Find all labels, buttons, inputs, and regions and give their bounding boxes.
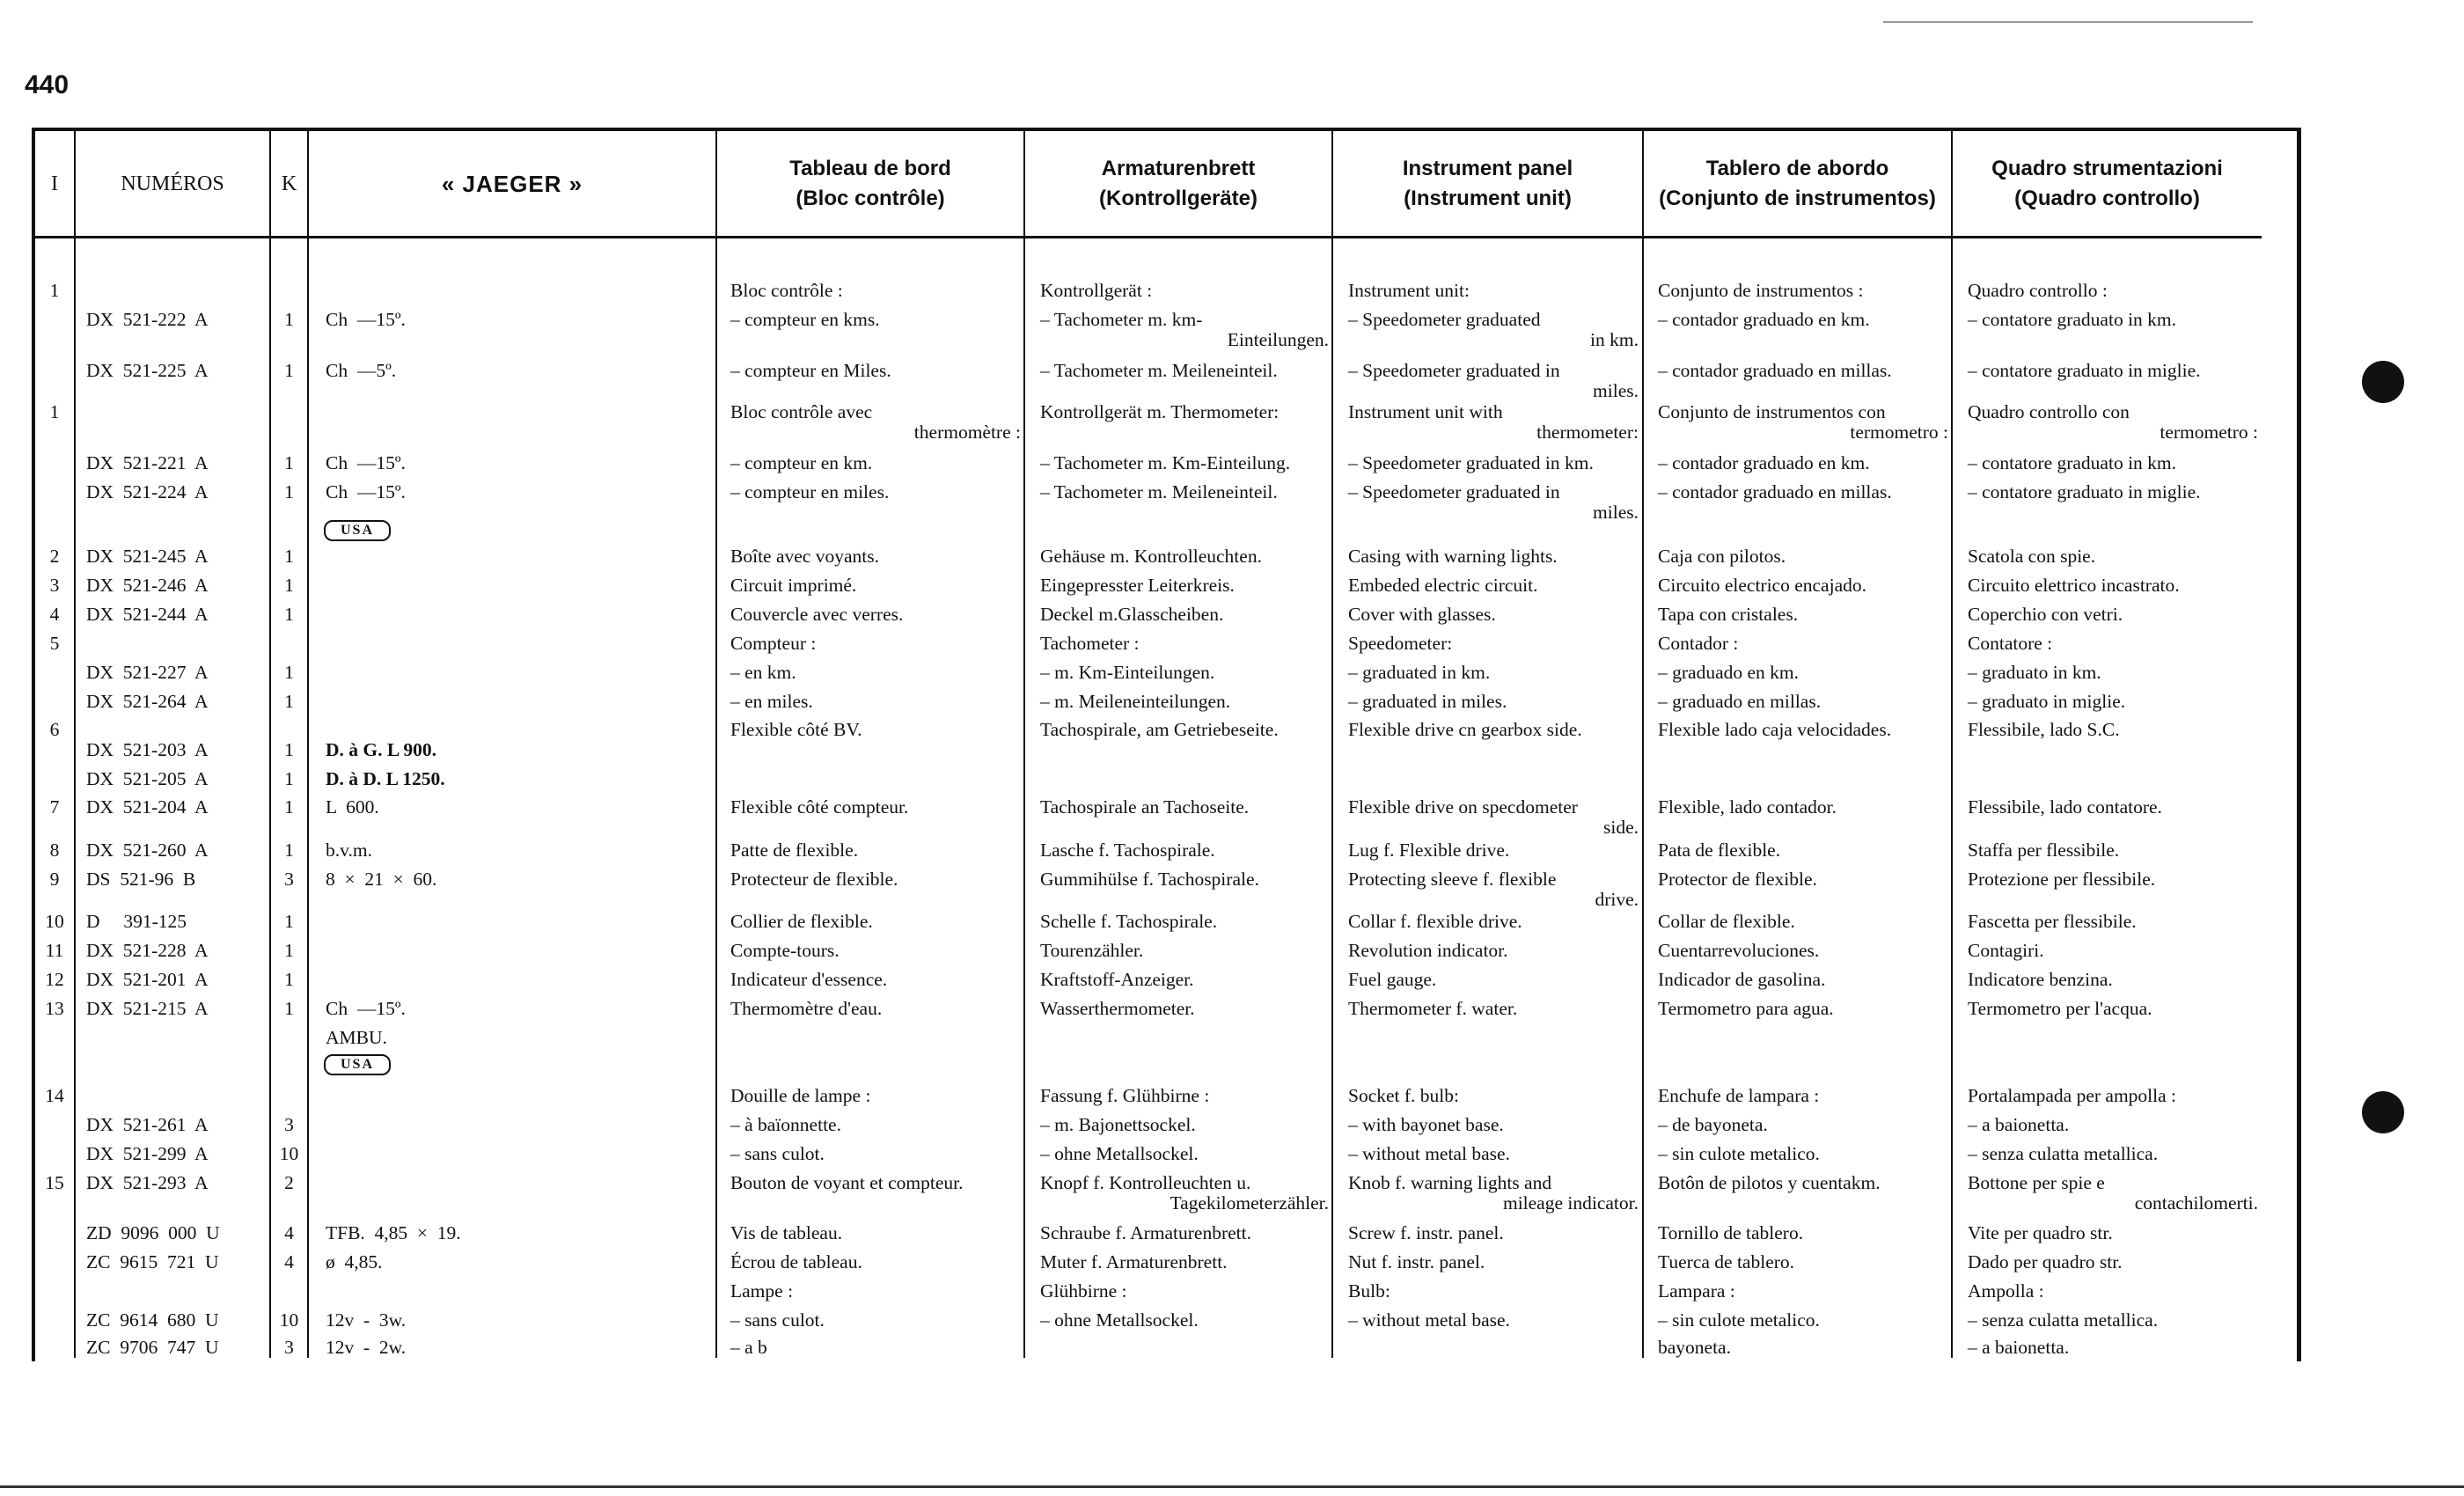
jaeger-spec: TFB. 4,85 × 19.	[326, 1222, 461, 1243]
description-de: – Tachometer m. km-	[1040, 309, 1203, 330]
description-fr: Bloc contrôle :	[730, 280, 843, 301]
part-number: DX 521-246 A	[86, 575, 209, 596]
quantity: 3	[284, 1114, 294, 1135]
quantity: 1	[284, 546, 294, 567]
description-it: Contatore :	[1968, 633, 2053, 654]
description-en: Screw f. instr. panel.	[1348, 1222, 1504, 1243]
description-it: Ampolla :	[1968, 1280, 2044, 1302]
description-es: bayoneta.	[1658, 1337, 1731, 1358]
description-es: Protector de flexible.	[1658, 869, 1817, 890]
description-es: Conjunto de instrumentos con	[1658, 401, 1886, 422]
item-index: 5	[49, 633, 60, 654]
description-en: Socket f. bulb:	[1348, 1085, 1459, 1106]
quantity: 3	[284, 869, 294, 890]
description-en: thermometer:	[1536, 422, 1639, 443]
jaeger-spec: Ch —15º.	[326, 309, 406, 330]
jaeger-spec: 12v - 3w.	[326, 1309, 407, 1331]
description-de: Kraftstoff-Anzeiger.	[1040, 969, 1194, 990]
description-it: Flessibile, lado contatore.	[1968, 796, 2162, 818]
part-number: D 391-125	[86, 911, 187, 932]
part-number: DS 521-96 B	[86, 869, 196, 890]
quantity: 1	[284, 452, 294, 473]
description-fr: Bloc contrôle avec	[730, 401, 873, 422]
bottom-rule	[0, 1485, 2464, 1488]
quantity: 1	[284, 998, 294, 1019]
description-en: Speedometer:	[1348, 633, 1453, 654]
description-en: Protecting sleeve f. flexible	[1348, 869, 1557, 890]
usa-badge: USA	[324, 520, 391, 541]
description-it: Bottone per spie e	[1968, 1172, 2105, 1193]
description-fr: Protecteur de flexible.	[730, 869, 898, 890]
quantity: 10	[279, 1309, 299, 1331]
description-es: Circuito electrico encajado.	[1658, 575, 1866, 596]
description-de: Muter f. Armaturenbrett.	[1040, 1251, 1228, 1272]
item-index: 1	[49, 280, 60, 301]
description-fr: Douille de lampe :	[730, 1085, 871, 1106]
description-es: Caja con pilotos.	[1658, 546, 1786, 567]
item-index: 7	[49, 796, 60, 818]
description-fr: Bouton de voyant et compteur.	[730, 1172, 964, 1193]
description-en: miles.	[1593, 502, 1639, 523]
description-fr: Patte de flexible.	[730, 840, 859, 861]
quantity: 1	[284, 739, 294, 760]
jaeger-spec: Ch —15º.	[326, 998, 406, 1019]
quantity: 1	[284, 796, 294, 818]
description-fr: – sans culot.	[730, 1309, 825, 1331]
description-en: – with bayonet base.	[1348, 1114, 1504, 1135]
description-de: – ohne Metallsockel.	[1040, 1309, 1199, 1331]
jaeger-spec: 12v - 2w.	[326, 1337, 407, 1358]
description-en: drive.	[1595, 889, 1639, 910]
jaeger-spec: Ch —15º.	[326, 452, 406, 473]
description-en: miles.	[1593, 380, 1639, 401]
jaeger-spec: 8 × 21 × 60.	[326, 869, 437, 890]
part-number: DX 521-203 A	[86, 739, 209, 760]
description-en: in km.	[1590, 329, 1639, 350]
description-it: termometro :	[2160, 422, 2258, 443]
item-index: 3	[49, 575, 60, 596]
description-fr: Lampe :	[730, 1280, 794, 1302]
item-index: 14	[45, 1085, 64, 1106]
jaeger-spec: Ch —15º.	[326, 481, 406, 502]
description-it: Contagiri.	[1968, 940, 2044, 961]
description-en: mileage indicator.	[1502, 1192, 1639, 1214]
description-en: Flexible drive cn gearbox side.	[1348, 719, 1582, 740]
description-de: – m. Meileneinteilungen.	[1040, 691, 1231, 712]
description-en: – Speedometer graduated	[1348, 309, 1541, 330]
description-es: Tapa con cristales.	[1658, 604, 1799, 625]
description-it: – senza culatta metallica.	[1968, 1143, 2159, 1164]
description-es: Cuentarrevoluciones.	[1658, 940, 1820, 961]
description-es: – contador graduado en km.	[1658, 309, 1870, 330]
description-es: Tuerca de tablero.	[1658, 1251, 1795, 1272]
description-de: Einteilungen.	[1227, 329, 1329, 350]
description-fr: Flexible côté compteur.	[730, 796, 909, 818]
description-en: Lug f. Flexible drive.	[1348, 840, 1510, 861]
column-divider	[1023, 130, 1025, 1358]
description-es: Botôn de pilotos y cuentakm.	[1658, 1172, 1881, 1193]
column-divider	[1642, 130, 1644, 1358]
quantity: 1	[284, 309, 294, 330]
part-number: DX 521-205 A	[86, 768, 209, 789]
description-en: Embeded electric circuit.	[1348, 575, 1538, 596]
description-en: – Speedometer graduated in km.	[1348, 452, 1594, 473]
description-en: Nut f. instr. panel.	[1348, 1251, 1485, 1272]
description-es: termometro :	[1850, 422, 1948, 443]
description-it: – contatore graduato in km.	[1968, 309, 2177, 330]
description-en: – Speedometer graduated in	[1348, 360, 1560, 381]
quantity: 4	[284, 1222, 294, 1243]
description-en: Revolution indicator.	[1348, 940, 1508, 961]
description-es: Collar de flexible.	[1658, 911, 1795, 932]
header-french: Tableau de bord (Bloc contrôle)	[789, 157, 951, 210]
quantity: 1	[284, 840, 294, 861]
description-de: – m. Bajonettsockel.	[1040, 1114, 1196, 1135]
quantity: 1	[284, 604, 294, 625]
part-number: DX 521-293 A	[86, 1172, 209, 1193]
description-fr: – compteur en km.	[730, 452, 873, 473]
column-divider	[307, 130, 309, 1358]
quantity: 1	[284, 940, 294, 961]
description-es: Flexible, lado contador.	[1658, 796, 1837, 818]
description-it: contachilomerti.	[2134, 1192, 2258, 1214]
description-en: side.	[1602, 817, 1639, 838]
description-it: Vite per quadro str.	[1968, 1222, 2113, 1243]
quantity: 2	[284, 1172, 294, 1193]
description-de: Tachometer :	[1040, 633, 1140, 654]
description-de: – Tachometer m. Km-Einteilung.	[1040, 452, 1291, 473]
header-k: K	[281, 172, 297, 195]
description-it: Fascetta per flessibile.	[1968, 911, 2137, 932]
part-number: DX 521-225 A	[86, 360, 209, 381]
part-number: DX 521-227 A	[86, 662, 209, 683]
item-index: 9	[49, 869, 60, 890]
description-it: Coperchio con vetri.	[1968, 604, 2123, 625]
item-index: 6	[49, 719, 60, 740]
header-jaeger: « JAEGER »	[441, 171, 583, 197]
description-es: Contador :	[1658, 633, 1739, 654]
description-en: Bulb:	[1348, 1280, 1390, 1302]
description-es: – sin culote metalico.	[1658, 1309, 1820, 1331]
description-it: Flessibile, lado S.C.	[1968, 719, 2120, 740]
part-number: ZC 9615 721 U	[86, 1251, 219, 1272]
part-number: ZD 9096 000 U	[86, 1222, 220, 1243]
description-en: Collar f. flexible drive.	[1348, 911, 1522, 932]
binder-hole	[2362, 1091, 2404, 1133]
jaeger-spec: D. à D. L 1250.	[326, 768, 445, 789]
top-rule	[1883, 21, 2253, 23]
description-en: – graduated in miles.	[1348, 691, 1507, 712]
description-fr: thermomètre :	[913, 422, 1021, 443]
quantity: 10	[279, 1143, 299, 1164]
description-it: Portalampada per ampolla :	[1968, 1085, 2177, 1106]
description-de: Wasserthermometer.	[1040, 998, 1195, 1019]
description-it: – a baionetta.	[1968, 1114, 2070, 1135]
description-en: Cover with glasses.	[1348, 604, 1496, 625]
part-number: DX 521-221 A	[86, 452, 209, 473]
part-number: DX 521-204 A	[86, 796, 209, 818]
jaeger-spec: AMBU.	[326, 1027, 387, 1048]
usa-badge: USA	[324, 1054, 391, 1075]
description-es: Conjunto de instrumentos :	[1658, 280, 1864, 301]
quantity: 1	[284, 662, 294, 683]
quantity: 1	[284, 768, 294, 789]
description-it: Circuito elettrico incastrato.	[1968, 575, 2180, 596]
description-es: Lampara :	[1658, 1280, 1735, 1302]
part-number: DX 521-228 A	[86, 940, 209, 961]
part-number: DX 521-224 A	[86, 481, 209, 502]
description-it: Protezione per flessibile.	[1968, 869, 2156, 890]
description-fr: – sans culot.	[730, 1143, 825, 1164]
description-fr: – compteur en kms.	[730, 309, 880, 330]
part-number: DX 521-299 A	[86, 1143, 209, 1164]
description-de: Knopf f. Kontrolleuchten u.	[1040, 1172, 1251, 1193]
description-en: – without metal base.	[1348, 1143, 1510, 1164]
part-number: ZC 9614 680 U	[86, 1309, 219, 1331]
description-it: – contatore graduato in km.	[1968, 452, 2177, 473]
description-es: – contador graduado en km.	[1658, 452, 1870, 473]
description-es: Termometro para agua.	[1658, 998, 1834, 1019]
description-de: – Tachometer m. Meileneinteil.	[1040, 360, 1278, 381]
column-divider	[74, 130, 76, 1358]
description-it: – senza culatta metallica.	[1968, 1309, 2159, 1331]
description-de: – Tachometer m. Meileneinteil.	[1040, 481, 1278, 502]
description-de: Fassung f. Glühbirne :	[1040, 1085, 1210, 1106]
description-es: Enchufe de lampara :	[1658, 1085, 1820, 1106]
description-fr: Compte-tours.	[730, 940, 840, 961]
header-rule	[35, 236, 2262, 238]
description-en: Instrument unit:	[1348, 280, 1470, 301]
description-en: Knob f. warning lights and	[1348, 1172, 1552, 1193]
description-it: Indicatore benzina.	[1968, 969, 2113, 990]
header-index: I	[51, 172, 58, 195]
description-de: Tagekilometerzähler.	[1170, 1192, 1329, 1214]
jaeger-spec: L 600.	[326, 796, 379, 818]
description-en: – without metal base.	[1348, 1309, 1510, 1331]
description-fr: – compteur en miles.	[730, 481, 890, 502]
item-index: 10	[45, 911, 64, 932]
binder-hole	[2362, 361, 2404, 403]
item-index: 2	[49, 546, 60, 567]
description-en: Flexible drive on specdometer	[1348, 796, 1578, 818]
quantity: 1	[284, 481, 294, 502]
part-number: DX 521-264 A	[86, 691, 209, 712]
description-es: Tornillo de tablero.	[1658, 1222, 1804, 1243]
description-fr: Collier de flexible.	[730, 911, 873, 932]
description-it: Staffa per flessibile.	[1968, 840, 2120, 861]
column-divider	[715, 130, 717, 1358]
page-number: 440	[25, 70, 70, 99]
quantity: 3	[284, 1337, 294, 1358]
quantity: 4	[284, 1251, 294, 1272]
description-it: Quadro controllo :	[1968, 280, 2108, 301]
part-number: DX 521-261 A	[86, 1114, 209, 1135]
description-fr: Circuit imprimé.	[730, 575, 857, 596]
header-spanish: Tablero de abordo (Conjunto de instrumentos)	[1659, 157, 1936, 210]
description-es: – graduado en km.	[1658, 662, 1800, 683]
jaeger-spec: ø 4,85.	[326, 1251, 383, 1272]
description-de: Kontrollgerät :	[1040, 280, 1153, 301]
description-de: Tachospirale an Tachoseite.	[1040, 796, 1250, 818]
description-de: Lasche f. Tachospirale.	[1040, 840, 1215, 861]
part-number: DX 521-215 A	[86, 998, 209, 1019]
description-es: – contador graduado en millas.	[1658, 481, 1892, 502]
description-de: Eingepresster Leiterkreis.	[1040, 575, 1235, 596]
header-german: Armaturenbrett (Kontrollgeräte)	[1099, 157, 1258, 210]
jaeger-spec: Ch —5º.	[326, 360, 397, 381]
part-number: DX 521-245 A	[86, 546, 209, 567]
description-de: Tachospirale, am Getriebeseite.	[1040, 719, 1279, 740]
description-en: – Speedometer graduated in	[1348, 481, 1560, 502]
item-index: 11	[45, 940, 64, 961]
description-en: Fuel gauge.	[1348, 969, 1437, 990]
description-en: Thermometer f. water.	[1348, 998, 1518, 1019]
description-fr: Compteur :	[730, 633, 817, 654]
quantity: 1	[284, 969, 294, 990]
description-de: Deckel m.Glasscheiben.	[1040, 604, 1224, 625]
item-index: 8	[49, 840, 60, 861]
description-it: Termometro per l'acqua.	[1968, 998, 2152, 1019]
part-number: DX 521-222 A	[86, 309, 209, 330]
description-es: Flexible lado caja velocidades.	[1658, 719, 1892, 740]
quantity: 1	[284, 575, 294, 596]
description-es: – contador graduado en millas.	[1658, 360, 1892, 381]
item-index: 4	[49, 604, 60, 625]
item-index: 15	[45, 1172, 64, 1193]
description-de: Schelle f. Tachospirale.	[1040, 911, 1218, 932]
description-de: – m. Km-Einteilungen.	[1040, 662, 1215, 683]
description-it: – graduato in km.	[1968, 662, 2101, 683]
description-es: Indicador de gasolina.	[1658, 969, 1826, 990]
description-es: – de bayoneta.	[1658, 1114, 1768, 1135]
column-divider	[1331, 130, 1333, 1358]
part-number: ZC 9706 747 U	[86, 1337, 219, 1358]
description-de: Gummihülse f. Tachospirale.	[1040, 869, 1259, 890]
description-it: – graduato in miglie.	[1968, 691, 2126, 712]
part-number: DX 521-201 A	[86, 969, 209, 990]
description-fr: – compteur en Miles.	[730, 360, 891, 381]
description-it: – contatore graduato in miglie.	[1968, 481, 2201, 502]
quantity: 1	[284, 691, 294, 712]
description-fr: – en km.	[730, 662, 796, 683]
description-de: – ohne Metallsockel.	[1040, 1143, 1199, 1164]
description-de: Kontrollgerät m. Thermometer:	[1040, 401, 1280, 422]
description-de: Schraube f. Armaturenbrett.	[1040, 1222, 1251, 1243]
description-de: Gehäuse m. Kontrolleuchten.	[1040, 546, 1262, 567]
item-index: 1	[49, 401, 60, 422]
header-english: Instrument panel (Instrument unit)	[1402, 157, 1573, 210]
description-fr: Couvercle avec verres.	[730, 604, 904, 625]
header-italian: Quadro strumentazioni (Quadro controllo)	[1991, 157, 2223, 210]
description-en: Instrument unit with	[1348, 401, 1503, 422]
description-fr: – à baïonnette.	[730, 1114, 841, 1135]
quantity: 1	[284, 911, 294, 932]
description-it: Scatola con spie.	[1968, 546, 2096, 567]
header-numeros: NUMÉROS	[121, 172, 224, 195]
item-index: 12	[45, 969, 64, 990]
part-number: DX 521-244 A	[86, 604, 209, 625]
description-fr: Vis de tableau.	[730, 1222, 843, 1243]
description-it: Quadro controllo con	[1968, 401, 2130, 422]
description-it: – contatore graduato in miglie.	[1968, 360, 2201, 381]
description-es: – graduado en millas.	[1658, 691, 1822, 712]
description-fr: Indicateur d'essence.	[730, 969, 888, 990]
description-es: – sin culote metalico.	[1658, 1143, 1820, 1164]
description-fr: Flexible côté BV.	[730, 719, 862, 740]
description-fr: Écrou de tableau.	[730, 1251, 862, 1272]
description-fr: – a b	[730, 1337, 767, 1358]
jaeger-spec: D. à G. L 900.	[326, 739, 437, 760]
jaeger-spec: b.v.m.	[326, 840, 372, 861]
description-fr: Boîte avec voyants.	[730, 546, 879, 567]
description-fr: Thermomètre d'eau.	[730, 998, 883, 1019]
description-en: – graduated in km.	[1348, 662, 1491, 683]
item-index: 13	[45, 998, 64, 1019]
description-de: Tourenzähler.	[1040, 940, 1144, 961]
description-it: – a baionetta.	[1968, 1337, 2070, 1358]
quantity: 1	[284, 360, 294, 381]
description-it: Dado per quadro str.	[1968, 1251, 2123, 1272]
description-en: Casing with warning lights.	[1348, 546, 1558, 567]
description-fr: – en miles.	[730, 691, 813, 712]
description-es: Pata de flexible.	[1658, 840, 1781, 861]
column-divider	[1951, 130, 1953, 1358]
part-number: DX 521-260 A	[86, 840, 209, 861]
description-de: Glühbirne :	[1040, 1280, 1127, 1302]
